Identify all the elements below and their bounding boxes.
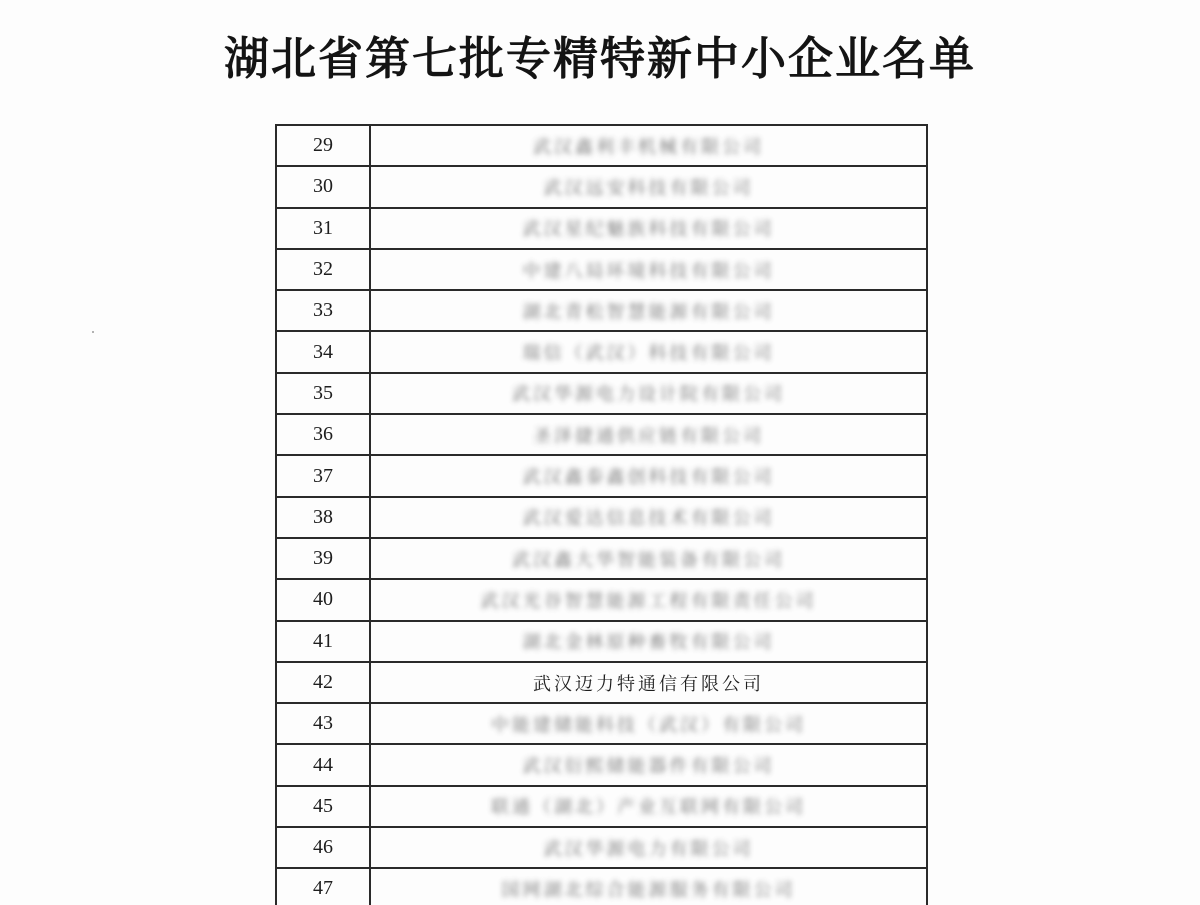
table-row (277, 539, 926, 580)
company-name: 国网湖北综合能源服务有限公司 (501, 879, 796, 901)
row-number: 33 (277, 291, 371, 330)
table-row (277, 869, 926, 905)
row-number: 37 (277, 456, 371, 495)
table-row (277, 374, 926, 415)
row-number: 40 (277, 580, 371, 619)
company-name: 武汉爱达信息技术有限公司 (522, 508, 775, 530)
company-name: 武汉衍熙储能器件有限公司 (522, 756, 775, 778)
row-number: 30 (277, 167, 371, 206)
row-number: 42 (277, 663, 371, 702)
row-number: 45 (277, 787, 371, 826)
table-row (277, 167, 926, 208)
table-row (277, 622, 926, 663)
company-name: 武汉鑫大华智能装备有限公司 (512, 549, 785, 571)
company-name: 湖北金林原种畜牧有限公司 (522, 632, 775, 654)
row-number: 43 (277, 704, 371, 743)
row-number: 34 (277, 332, 371, 371)
table-row (277, 704, 926, 745)
document-title: 湖北省第七批专精特新中小企业名单 (223, 32, 976, 85)
table-row (277, 828, 926, 869)
table-row (277, 415, 926, 456)
table-row (277, 663, 926, 704)
company-name: 武汉远安科技有限公司 (543, 177, 754, 199)
table-row (277, 498, 926, 539)
table-row (277, 291, 926, 332)
row-number: 31 (277, 209, 371, 248)
company-name: 中能建储能科技（武汉）有限公司 (491, 714, 806, 736)
row-number: 46 (277, 828, 371, 867)
row-number: 29 (277, 126, 371, 165)
company-name: 瑞信（武汉）科技有限公司 (522, 343, 775, 365)
company-name: 武汉星纪魅族科技有限公司 (522, 219, 775, 241)
company-name: 武汉鑫泰鑫创科技有限公司 (522, 467, 775, 489)
company-name: 武汉鑫利丰机械有限公司 (533, 136, 764, 158)
row-number: 35 (277, 374, 371, 413)
company-name: 武汉光谷智慧能源工程有限责任公司 (480, 590, 817, 612)
company-name: 武汉华源电力设计院有限公司 (512, 384, 785, 406)
table-row (277, 126, 926, 167)
table-row (277, 209, 926, 250)
company-name: 中建八局环境科技有限公司 (522, 260, 775, 282)
row-number: 47 (277, 869, 371, 905)
table-row (277, 787, 926, 828)
row-number: 41 (277, 622, 371, 661)
company-name: 圣泽捷通供应链有限公司 (533, 425, 764, 447)
row-number: 38 (277, 498, 371, 537)
company-name: 湖北青松智慧能源有限公司 (522, 301, 775, 323)
row-number: 36 (277, 415, 371, 454)
table-row (277, 580, 926, 621)
row-number: 39 (277, 539, 371, 578)
table-row (277, 456, 926, 497)
table-row (277, 250, 926, 291)
company-name: 武汉华源电力有限公司 (543, 838, 754, 860)
row-number: 32 (277, 250, 371, 289)
table-row (277, 332, 926, 373)
company-table (275, 124, 928, 905)
company-name: 联通（湖北）产业互联网有限公司 (491, 797, 806, 819)
scan-speck (92, 331, 94, 333)
company-name: 武汉迈力特通信有限公司 (533, 673, 764, 695)
row-number: 44 (277, 745, 371, 784)
table-row (277, 745, 926, 786)
